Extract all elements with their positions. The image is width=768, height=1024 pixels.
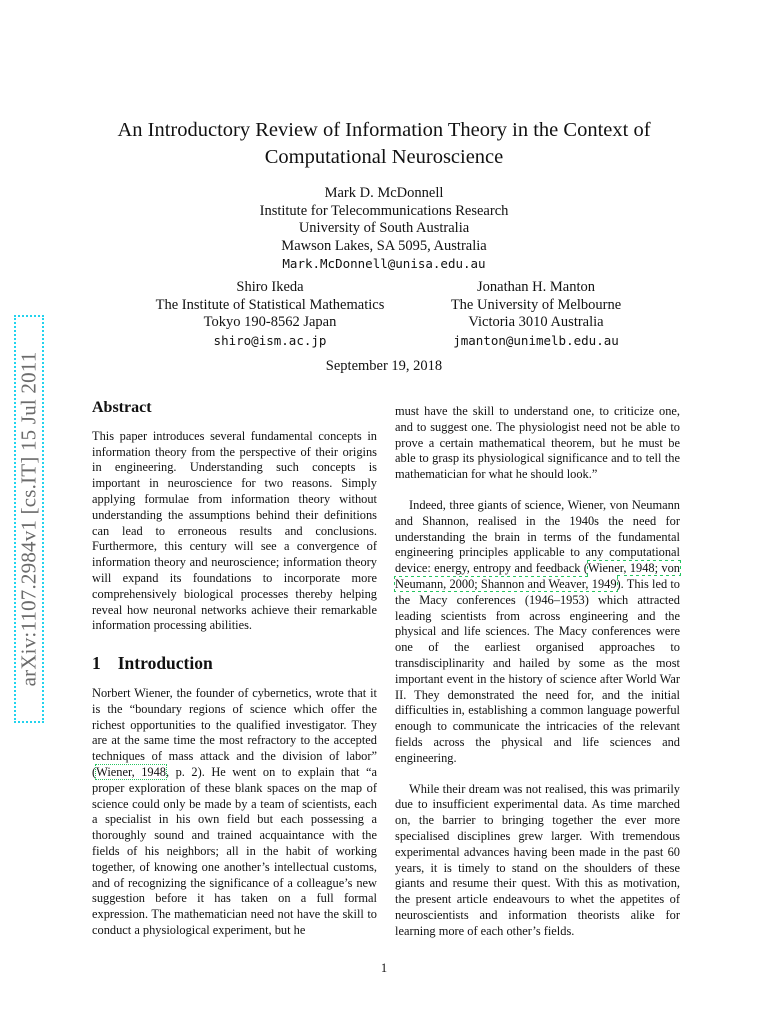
arxiv-id: arXiv:1107.2984v1 [cs.IT] 15 Jul 2011 [16, 351, 41, 687]
author-address: Mawson Lakes, SA 5095, Australia [281, 237, 487, 254]
author-affiliation: The University of Melbourne [450, 296, 622, 313]
citation-link[interactable]: Wiener, 1948; von Neumann, 2000; Shannon and Weaver, 1949 [395, 561, 680, 591]
author-email: Mark.McDonnell@unisa.edu.au [282, 256, 486, 271]
section-number: 1 [92, 653, 101, 674]
intro-paragraph-3: While their dream was not realised, this was primarily due to insufficient experimental data. As time marched on, the barrier to bringing together the ever more specialised disciplines grew larger. With tremendous experimental advances having been made in the past 60 years, it is timely to stand on the shoulders of these giants and resume their quest. With this as motivation, the present article endeavours to whet the appetites of neuroscientists and information theorists alike for learning more of each other’s fields. [395, 781, 680, 938]
intro-paragraph-1 [92, 686, 377, 939]
left-column [92, 400, 377, 939]
paper-title [80, 117, 688, 171]
author-block-ikeda [130, 279, 410, 349]
paragraph-text: Norbert Wiener, the founder of cybernetics, wrote that it is the “boundary regions of science which offer the richest opportunities to the qualified investigator. They are at the same time the most refractory to the accepted techniques of mass attack and the division of labor” ( [92, 685, 377, 779]
author-name: Jonathan H. Manton [477, 279, 595, 295]
paragraph-text: ). This led to the Macy conferences (1946–1953) which attracted leading scientists from across engineering and the physical and life sciences. The Macy conferences were one of the earliest organised approaches to transdisciplinarity and hailed by some as the most important event in the history of science after World War II. They demonstrated the need for, and the initial difficulties in, establishing a common language powerful enough to communicate the intricacies of the relevant fields across the physical and life sciences and engineering. [395, 576, 680, 765]
title-line-1: An Introductory Review of Information Theory in the Context of [117, 119, 651, 141]
intro-paragraph-2 [395, 498, 680, 767]
author-block-manton [432, 279, 640, 349]
abstract-heading: Abstract [92, 399, 152, 416]
author-block-mcdonnell [184, 185, 584, 273]
author-address: Victoria 3010 Australia [468, 314, 604, 330]
page-number: 1 [380, 961, 388, 975]
citation-link[interactable]: Wiener, 1948 [96, 764, 166, 779]
author-email: shiro@ism.ac.jp [213, 332, 327, 348]
paragraph-text: Indeed, three giants of science, Wiener, von Neumann and Shannon, realised in the 1940s the need for understanding the brain in terms of the fundamental engineering principles applicable to any computational device: energy, entropy and feedback ( [395, 497, 680, 576]
intro-paragraph-1-continued: must have the skill to understand one, to criticize one, and to suggest one. The physiologist need not be able to prove a certain mathematical theorem, but he must be able to grasp its physiological significance and to tell the mathematician for what he should look.” [395, 404, 680, 482]
author-address: Tokyo 190-8562 Japan [203, 314, 337, 330]
author-affiliation: Institute for Telecommunications Research [259, 202, 509, 219]
abstract-text: This paper introduces several fundamental concepts in information theory from the perspective of their origins in engineering. Understanding such concepts is important in neuroscience for two reasons. Simply applying formulae from information theory without understanding the assumptions behind their definitions can lead to erroneous results and conclusions. Furthermore, this century will see a convergence of information theory and neuroscience; information theory will expand its foundations to incorporate more comprehensively biological processes thereby helping reveal how neuronal networks achieve their remarkable information processing abilities. [92, 428, 377, 633]
author-name: Mark D. McDonnell [324, 185, 444, 201]
right-column [395, 404, 680, 940]
paper-date: September 19, 2018 [325, 358, 443, 374]
arxiv-sidebar-stamp [14, 315, 44, 723]
author-affiliation: The Institute of Statistical Mathematics [155, 296, 385, 313]
author-name: Shiro Ikeda [236, 279, 304, 295]
author-affiliation: University of South Australia [298, 220, 470, 236]
section-title: Introduction [117, 653, 213, 674]
author-email: jmanton@unimelb.edu.au [453, 332, 619, 348]
section-heading-introduction [92, 653, 377, 674]
paragraph-text: , p. 2). He went on to explain that “a proper exploration of these blank spaces on the map of science could only be made by a team of scientists, each a specialist in his own field but each possessing a thoroughly sound and trained acquaintance with the fields of his neighbors; all in the habit of working together, of knowing one another’s intellectual customs, and of recognizing the significance of a colleague’s new suggestion before it has taken on a full formal expression. The mathematician need not have the skill to conduct a physiological experiment, but he [92, 764, 377, 937]
title-line-2: Computational Neuroscience [264, 146, 504, 168]
